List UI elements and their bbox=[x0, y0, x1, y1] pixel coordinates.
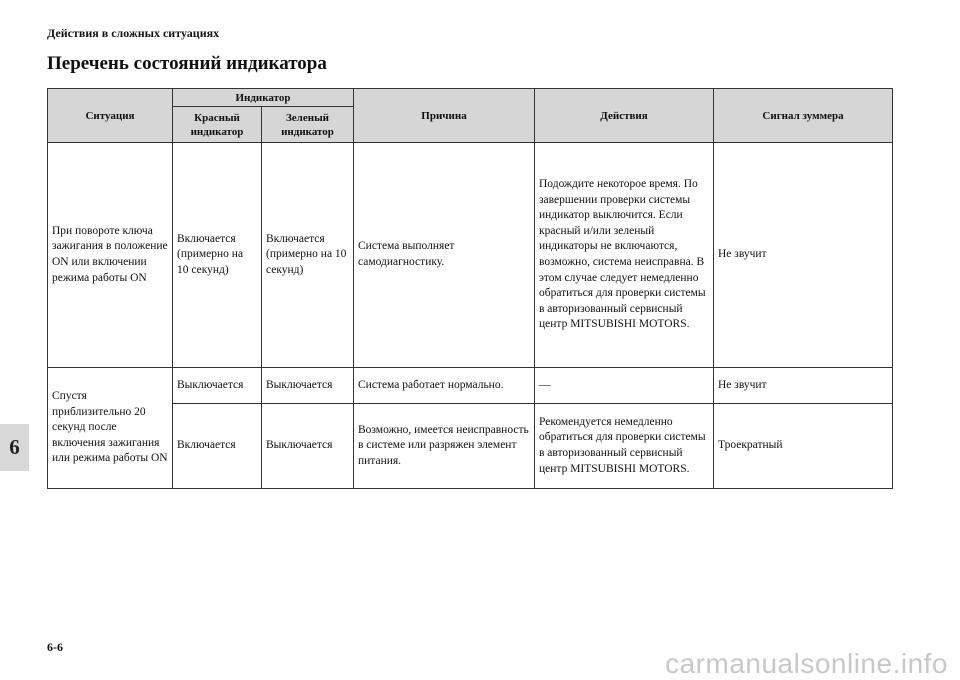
header-red-indicator: Красный индикатор bbox=[173, 107, 262, 143]
situation-cell: При повороте ключа зажигания в положение ON или включении режима работы ON bbox=[48, 143, 173, 368]
header-situation: Ситуация bbox=[48, 89, 173, 143]
header-cause: Причина bbox=[354, 89, 535, 143]
green-indicator-cell: Выключается bbox=[262, 404, 354, 489]
cause-cell: Система работает нормально. bbox=[354, 368, 535, 404]
header-buzzer: Сигнал зуммера bbox=[714, 89, 893, 143]
table-row bbox=[48, 404, 893, 489]
actions-cell: — bbox=[535, 368, 714, 404]
green-indicator-cell: Включается (примерно на 10 секунд) bbox=[262, 143, 354, 368]
red-indicator-cell: Включается (примерно на 10 секунд) bbox=[173, 143, 262, 368]
cause-cell: Возможно, имеется неисправность в системе или разряжен элемент питания. bbox=[354, 404, 535, 489]
table-row bbox=[48, 368, 893, 404]
watermark-text: carmanualsonline.info bbox=[665, 648, 948, 679]
situation-cell: Спустя приблизительно 20 секунд после включения зажигания или режима работы ON bbox=[48, 368, 173, 489]
section-header: Действия в сложных ситуациях bbox=[47, 26, 220, 40]
buzzer-cell: Не звучит bbox=[714, 368, 893, 404]
red-indicator-cell: Выключается bbox=[173, 368, 262, 404]
buzzer-cell: Троекратный bbox=[714, 404, 893, 489]
header-actions: Действия bbox=[535, 89, 714, 143]
buzzer-cell: Не звучит bbox=[714, 143, 893, 368]
page-number: 6-6 bbox=[47, 640, 63, 654]
page-title: Перечень состояний индикатора bbox=[47, 53, 327, 74]
actions-cell: Рекомендуется немедленно обратиться для проверки системы в авторизованный сервисный центр MITSUBISHI MOTORS. bbox=[535, 404, 714, 489]
cause-cell: Система выполняет самодиагностику. bbox=[354, 143, 535, 368]
red-indicator-cell: Включается bbox=[173, 404, 262, 489]
header-green-indicator: Зеленый индикатор bbox=[262, 107, 354, 143]
green-indicator-cell: Выключается bbox=[262, 368, 354, 404]
header-indicator: Индикатор bbox=[173, 89, 354, 107]
table-row bbox=[48, 143, 893, 368]
chapter-tab: 6 bbox=[0, 424, 29, 471]
actions-cell: Подождите некоторое время. По завершении проверки системы индикатор выключится. Если красный и/или зеленый индикаторы не включаются, возможно, система неисправна. В этом случае следует немедленно обратиться для проверки системы в авторизованный сервисный центр MITSUBISHI MOTORS. bbox=[535, 143, 714, 368]
indicator-status-table bbox=[47, 88, 893, 489]
